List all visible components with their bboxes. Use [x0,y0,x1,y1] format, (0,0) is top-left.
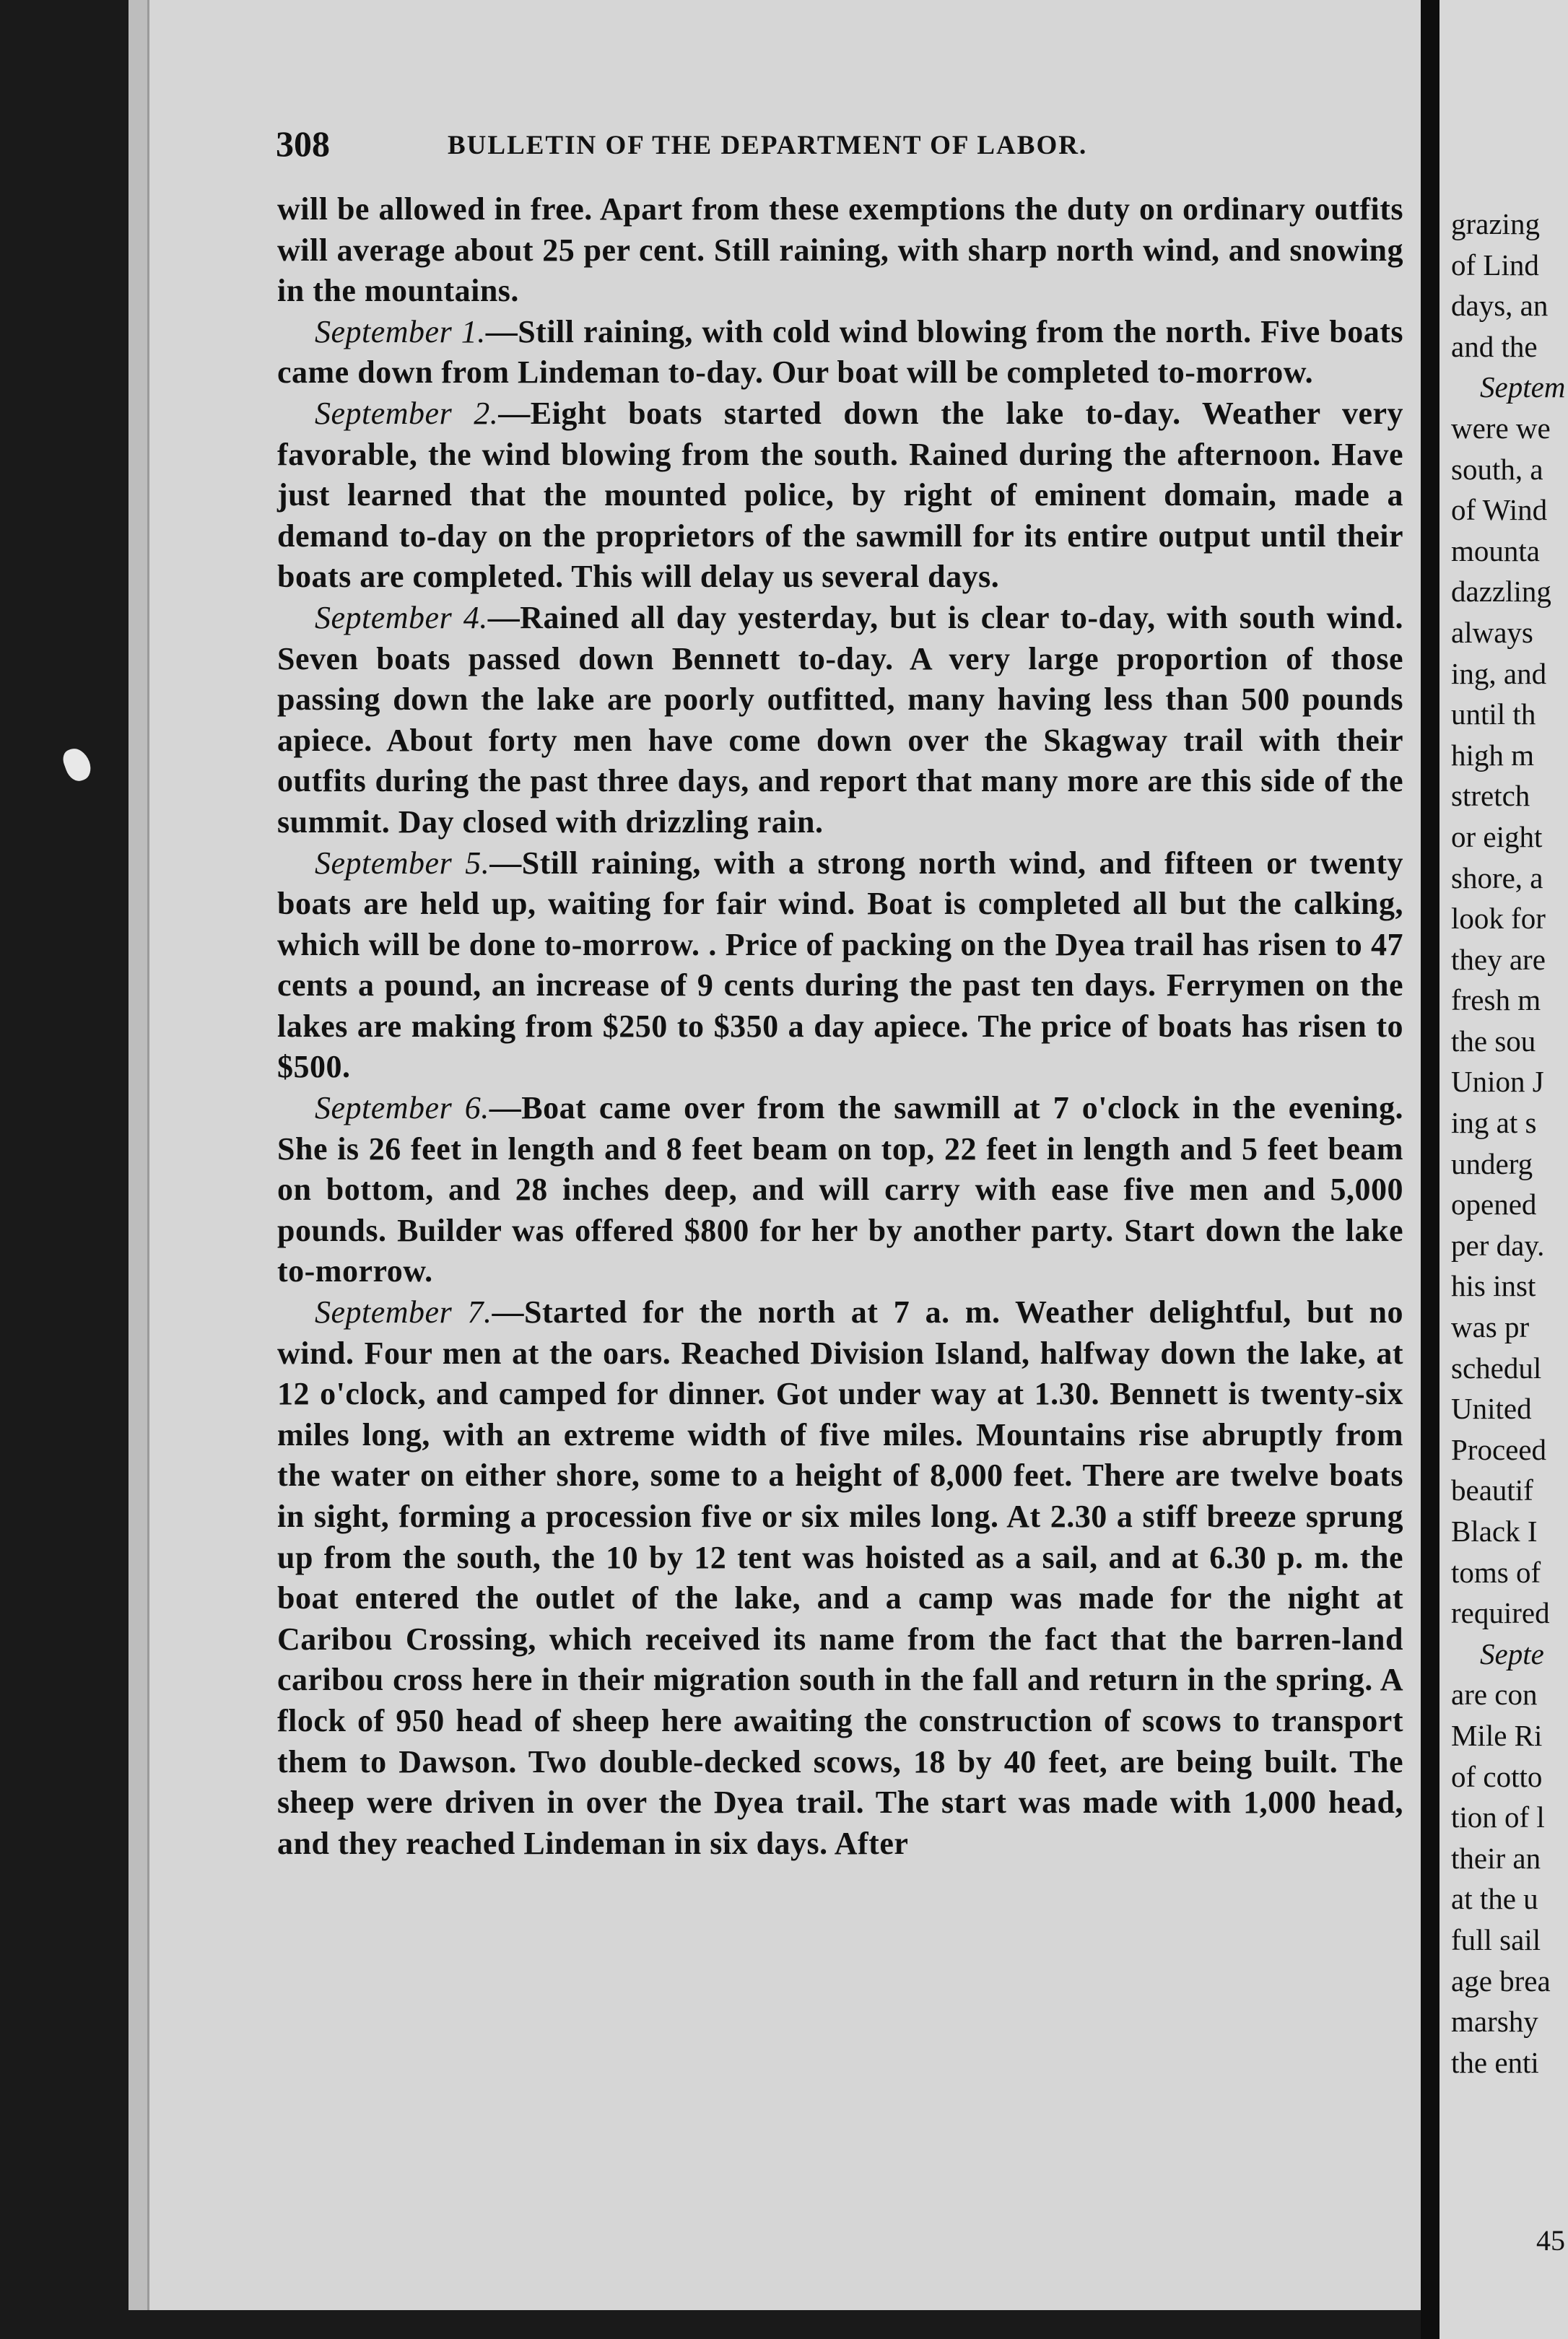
body-text [277,189,1403,1864]
entry-date: September 7. [315,1294,492,1330]
right-page-line: ing, and [1451,656,1547,690]
entry-date: September 6. [315,1090,489,1126]
running-head: BULLETIN OF THE DEPARTMENT OF LABOR. [448,131,1088,160]
diary-entry-september-4 [277,598,1403,843]
entry-date: September 5. [315,845,490,881]
right-page-line: Proceed [1451,1432,1547,1466]
entry-text: —Still raining, with cold wind blowing from the north. Five boats came down from Lindeman to-day. Our boat will be completed to-morrow. [277,313,1403,391]
diary-entry-september-5 [277,843,1403,1089]
right-page-fragment [1439,0,1568,2339]
right-page-line: toms of [1451,1555,1541,1589]
right-page-line: their an [1451,1841,1541,1875]
entry-text: —Eight boats started down the lake to-day. Weather very favorable, the wind blowing from the south. Rained during the afternoon. Have just learned that the mounted police, by right of eminent domain, made a demand to-day on the proprietors of the sawmill for its entire output until their boats are completed. This will delay us several days. [277,395,1403,595]
right-page-line: fresh m [1451,983,1541,1017]
right-page-line: Septe [1480,1637,1544,1671]
right-page-line: or eight [1451,819,1543,853]
right-page-line: per day. [1451,1228,1545,1262]
entry-text: —Rained all day yesterday, but is clear to-day, with south wind. Seven boats passed down Bennett to-day. A very large proportion of those passing down the lake are poorly outfitted, many having less than 500 pounds apiece. About forty men have come down over the Skagway trail with their outfits during the past three days, and report that many more are this side of the summit. Day closed with drizzling rain. [277,599,1403,840]
right-page-line: stretch [1451,779,1530,813]
right-page-line: dazzling [1451,575,1551,609]
right-page-line: are con [1451,1678,1538,1712]
right-page-line: his inst [1451,1269,1536,1303]
right-page-line: and the [1451,329,1538,363]
right-page-line: of cotto [1451,1759,1543,1793]
entry-date: September 4. [315,599,488,635]
right-page-line: always [1451,615,1533,649]
right-page-line: look for [1451,902,1546,936]
right-page-line: tion of l [1451,1800,1545,1834]
right-page-line: was pr [1451,1310,1530,1344]
right-page-folio: 45 [1536,2224,1565,2257]
right-page-line: marshy [1451,2005,1538,2039]
margin-blemish [60,745,95,785]
right-page-line: Union J [1451,1065,1544,1099]
right-page-line: grazing [1451,207,1540,240]
right-page-line: beautif [1451,1473,1533,1507]
right-page-line: were we [1451,411,1551,445]
right-page-text [1451,204,1565,2083]
right-page-line: of Wind [1451,493,1548,527]
right-page-line: United [1451,1392,1532,1426]
right-page-line: days, an [1451,289,1549,323]
diary-entry-september-6 [277,1088,1403,1292]
right-page-line: ing at s [1451,1106,1537,1140]
entry-text: —Still raining, with a strong north wind, and fifteen or twenty boats are held up, waiting for fair wind. Boat is completed all but the calking, which will be done to-morrow. . Price of packing on the Dyea trail has risen to 47 cents a pound, an increase of 9 cents during the past ten days. Ferrymen on the lakes are making from $250 to $350 a day apiece. The price of boats has risen to $500. [277,845,1403,1085]
right-page-line: at the u [1451,1882,1538,1916]
entry-text: —Boat came over from the sawmill at 7 o'clock in the evening. She is 26 feet in length and 8 feet beam on top, 22 feet in length and 5 feet beam on bottom, and 28 inches deep, and will carry with ease five men and 5,000 pounds. Builder was offered $800 for her by another party. Start down the lake to-morrow. [277,1090,1404,1289]
right-page-line: underg [1451,1146,1533,1180]
right-page-line: Mile Ri [1451,1718,1543,1752]
page-number: 308 [276,123,330,164]
diary-entry-september-2 [277,393,1403,598]
entry-date: September 1. [315,313,486,349]
entry-date: September 2. [315,395,499,431]
diary-entry-september-7 [277,1292,1403,1864]
right-page-line: the enti [1451,2045,1539,2079]
right-page-line: opened [1451,1188,1537,1221]
right-page-line: south, a [1451,452,1543,486]
right-page-line: until th [1451,697,1536,731]
right-page-line: required [1451,1596,1550,1630]
right-page-line: schedul [1451,1351,1542,1385]
right-page-line: shore, a [1451,861,1543,894]
right-page-line: Septem [1480,370,1566,404]
right-page-line: mounta [1451,533,1540,567]
right-page-line: they are [1451,942,1546,976]
intro-paragraph: will be allowed in free. Apart from these exemptions the duty on ordinary outfits will average about 25 per cent. Still raining, with sharp north wind, and snowing in the mountains. [277,191,1403,309]
diary-entry-september-1 [277,312,1403,393]
right-page-line: age brea [1451,1964,1551,1998]
right-page-line: high m [1451,738,1535,772]
right-page-line: full sail [1451,1922,1541,1956]
right-page-line: the sou [1451,1024,1536,1058]
right-page-line: Black I [1451,1515,1538,1548]
entry-text: —Started for the north at 7 a. m. Weather delightful, but no wind. Four men at the oars. Reached Division Island, halfway down the lake, at 12 o'clock, and camped for dinner. Got under way at 1.30. Bennett is twenty-six miles long, with an extreme width of five miles. Mountains rise abruptly from the water on either shore, some to a height of 8,000 feet. There are twelve boats in sight, forming a procession five or six miles long. At 2.30 a stiff breeze sprung up from the south, the 10 by 12 tent was hoisted as a sail, and at 6.30 p. m. the boat entered the outlet of the lake, and a camp was made for the night at Caribou Crossing, which received its name from the fact that the barren-land caribou cross here in their migration south in the fall and return in the spring. A flock of 950 head of sheep here awaiting the construction of scows to transport them to Dawson. Two double-decked scows, 18 by 40 feet, are being built. The sheep were driven in over the Dyea trail. The start was made with 1,000 head, and they reached Lindeman in six days. After [277,1294,1403,1861]
right-page-line: of Lind [1451,248,1539,282]
